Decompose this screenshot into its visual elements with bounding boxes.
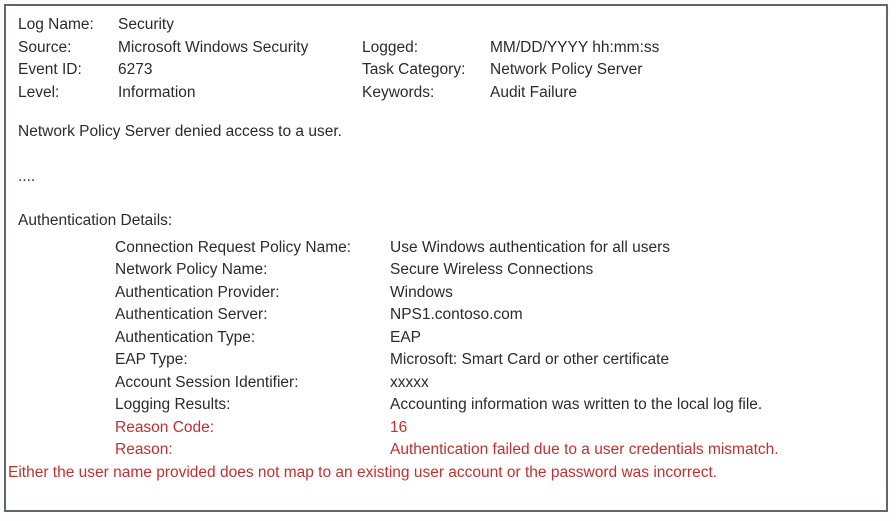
event-log-panel xyxy=(4,4,888,512)
header-row-level-keywords xyxy=(18,82,886,105)
detail-value: 16 xyxy=(390,418,408,436)
header-spacer xyxy=(362,14,490,37)
header-row-source-logged xyxy=(18,37,886,60)
event-header xyxy=(6,6,886,104)
detail-label: Network Policy Name: xyxy=(115,261,268,278)
detail-value: Use Windows authentication for all users xyxy=(390,238,670,256)
detail-label: Reason Code: xyxy=(115,418,215,436)
detail-label: EAP Type: xyxy=(115,351,188,368)
detail-row-authentication-server xyxy=(6,304,886,327)
detail-value: Accounting information was written to the local log file. xyxy=(390,396,763,413)
detail-label: Connection Request Policy Name: xyxy=(115,238,352,256)
authentication-details-heading: Authentication Details: xyxy=(18,212,173,229)
log-name-value: Security xyxy=(118,16,174,33)
detail-row-connection-request-policy xyxy=(6,237,886,260)
level-label: Level: xyxy=(18,83,60,101)
header-row-log-name xyxy=(18,14,886,37)
detail-value: Windows xyxy=(390,283,453,301)
detail-label: Reason: xyxy=(115,441,173,458)
event-id-label: Event ID: xyxy=(18,61,82,78)
detail-row-account-session-identifier xyxy=(6,372,886,395)
detail-label: Account Session Identifier: xyxy=(115,373,299,391)
keywords-label: Keywords: xyxy=(362,83,435,101)
header-spacer xyxy=(490,14,886,37)
authentication-details-list xyxy=(6,237,886,462)
detail-value: EAP xyxy=(390,328,422,346)
detail-row-network-policy-name xyxy=(6,259,886,282)
logged-value: MM/DD/YYYY hh:mm:ss xyxy=(490,38,660,56)
detail-row-reason-code xyxy=(6,417,886,440)
task-category-value: Network Policy Server xyxy=(490,61,643,78)
source-value: Microsoft Windows Security xyxy=(118,38,309,56)
detail-value: xxxxx xyxy=(390,373,429,391)
level-value: Information xyxy=(118,83,196,101)
detail-row-authentication-provider xyxy=(6,282,886,305)
source-label: Source: xyxy=(18,38,72,56)
detail-row-reason xyxy=(6,439,886,462)
detail-value: NPS1.contoso.com xyxy=(390,306,523,323)
task-category-label: Task Category: xyxy=(362,61,466,78)
keywords-value: Audit Failure xyxy=(490,83,578,101)
detail-label: Authentication Server: xyxy=(115,306,268,323)
ellipsis-text: .... xyxy=(18,167,36,185)
event-id-value: 6273 xyxy=(118,61,153,78)
header-row-eventid-taskcategory xyxy=(18,59,886,82)
event-description: Network Policy Server denied access to a user. xyxy=(18,123,342,140)
detail-row-eap-type xyxy=(6,349,886,372)
detail-label: Logging Results: xyxy=(115,396,231,413)
detail-value: Authentication failed due to a user credentials mismatch. xyxy=(390,441,779,458)
detail-value: Microsoft: Smart Card or other certificate xyxy=(390,351,670,368)
detail-label: Authentication Provider: xyxy=(115,283,280,301)
reason-continuation-text: Either the user name provided does not map to an existing user account or the password was incorrect. xyxy=(8,463,718,481)
detail-row-authentication-type xyxy=(6,327,886,350)
detail-label: Authentication Type: xyxy=(115,328,256,346)
logged-label: Logged: xyxy=(362,38,419,56)
log-name-label: Log Name: xyxy=(18,16,94,33)
detail-row-logging-results xyxy=(6,394,886,417)
detail-value: Secure Wireless Connections xyxy=(390,261,594,278)
